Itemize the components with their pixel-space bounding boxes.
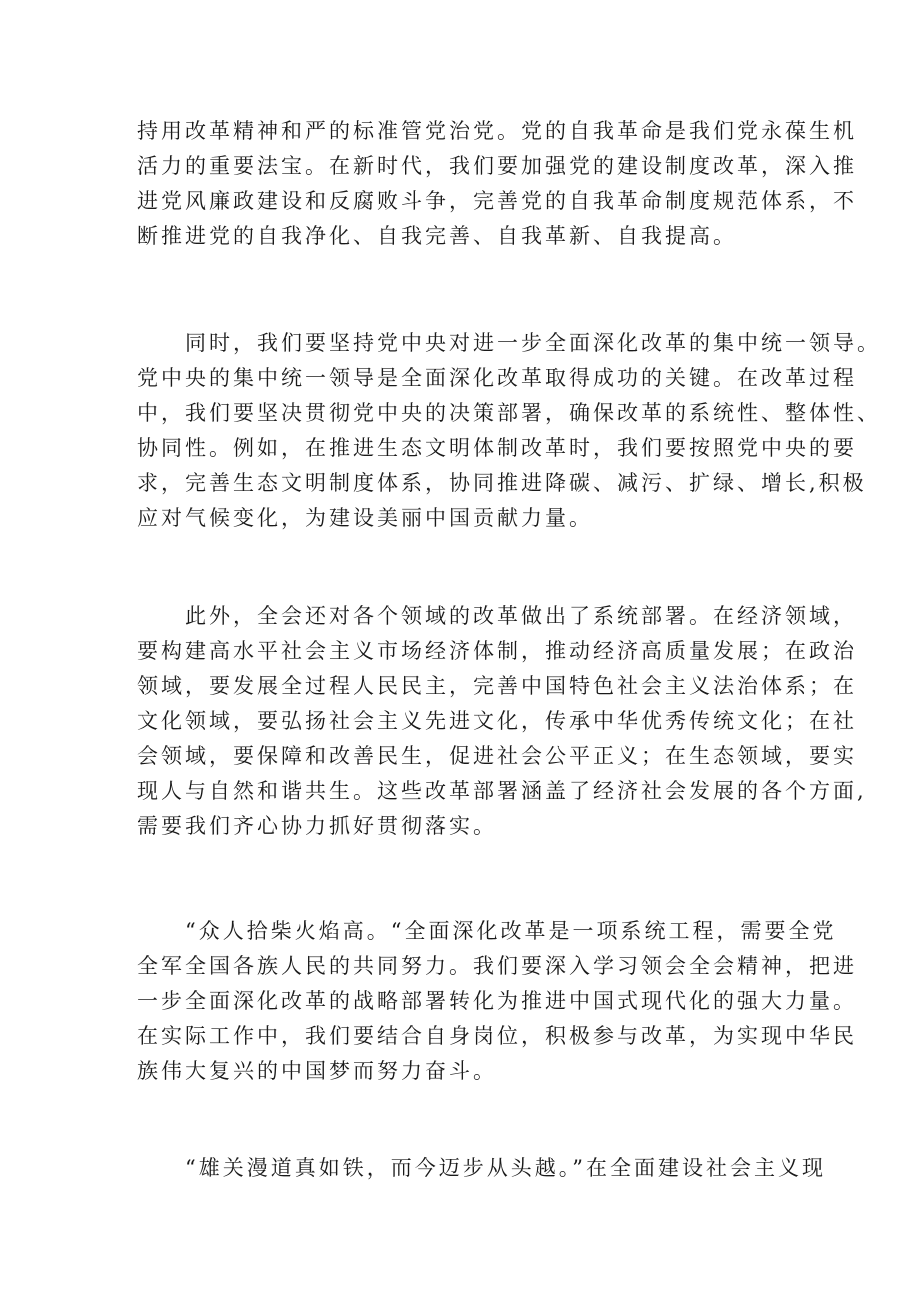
text-line: “众人拾柴火焰高。“全面深化改革是一项系统工程，需要全党 <box>137 919 837 943</box>
text-line: 需要我们齐心协力抓好贯彻落实。 <box>137 814 497 838</box>
text-line: 会领域，要保障和改善民生，促进社会公平正义；在生态领域，要实 <box>137 744 857 768</box>
text-line: 全军全国各族人民的共同努力。我们要深入学习领会全会精神，把进 <box>137 954 857 978</box>
paragraph-4 <box>137 914 857 1089</box>
text-line: 应对气候变化，为建设美丽中国贡献力量。 <box>137 506 593 530</box>
text-line: 断推进党的自我净化、自我完善、自我革新、自我提高。 <box>137 224 737 248</box>
text-line: 活力的重要法宝。在新时代，我们要加强党的建设制度改革，深入推 <box>137 154 857 178</box>
text-line: 在实际工作中，我们要结合自身岗位，积极参与改革，为实现中华民 <box>137 1024 857 1048</box>
paragraph-2 <box>137 326 881 536</box>
text-line: 文化领域，要弘扬社会主义先进文化，传承中华优秀传统文化；在社 <box>137 709 857 733</box>
text-line: 求，完善生态文明制度体系，协同推进降碳、减污、扩绿、增长,积极 <box>137 471 867 495</box>
text-line: 党中央的集中统一领导是全面深化改革取得成功的关键。在改革过程 <box>137 366 857 390</box>
text-line: 族伟大复兴的中国梦而努力奋斗。 <box>137 1059 497 1083</box>
text-line: “雄关漫道真如铁，而今迈步从头越。”在全面建设社会主义现 <box>137 1156 826 1180</box>
text-line: 一步全面深化改革的战略部署转化为推进中国式现代化的强大力量。 <box>137 989 857 1013</box>
paragraph-5 <box>137 1151 826 1186</box>
text-line: 领域，要发展全过程人民民主，完善中国特色社会主义法治体系；在 <box>137 674 857 698</box>
text-line: 中，我们要坚决贯彻党中央的决策部署，确保改革的系统性、整体性、 <box>137 401 881 425</box>
text-line: 持用改革精神和严的标准管党治党。党的自我革命是我们党永葆生机 <box>137 119 857 143</box>
text-line: 协同性。例如，在推进生态文明体制改革时，我们要按照党中央的要 <box>137 436 857 460</box>
paragraph-1 <box>137 114 857 254</box>
text-line: 现人与自然和谐共生。这些改革部署涵盖了经济社会发展的各个方面, <box>137 779 867 803</box>
text-line: 要构建高水平社会主义市场经济体制，推动经济高质量发展；在政治 <box>137 639 857 663</box>
text-line: 进党风廉政建设和反腐败斗争，完善党的自我革命制度规范体系，不 <box>137 189 857 213</box>
text-line: 同时，我们要坚持党中央对进一步全面深化改革的集中统一领导。 <box>137 331 881 355</box>
paragraph-3 <box>137 599 867 844</box>
text-line: 此外，全会还对各个领域的改革做出了系统部署。在经济领域， <box>137 604 857 628</box>
